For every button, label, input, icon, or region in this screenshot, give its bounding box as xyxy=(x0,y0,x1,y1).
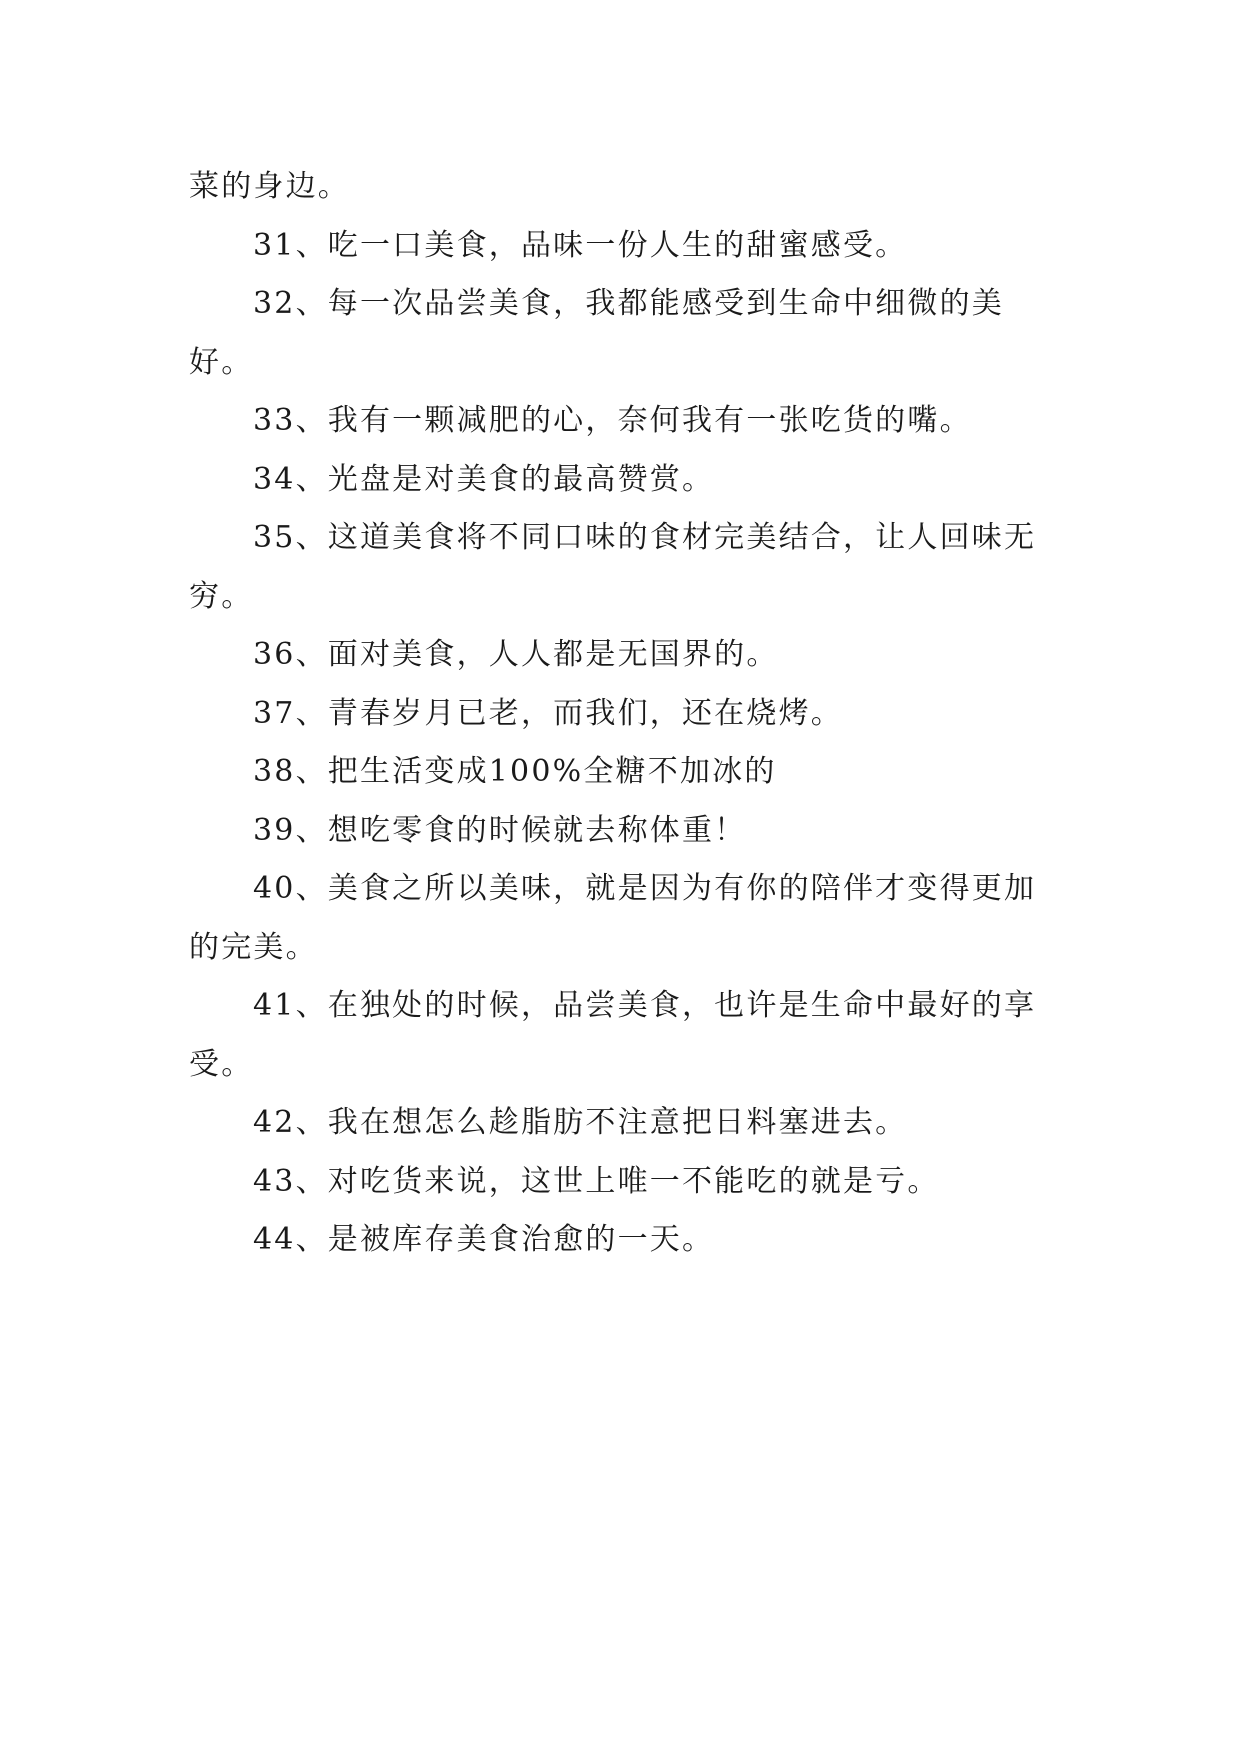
paragraph-34: 34、光盘是对美食的最高赞赏。 xyxy=(253,461,715,497)
paragraph-37: 37、青春岁月已老，而我们，还在烧烤。 xyxy=(253,695,843,731)
paragraph-36: 36、面对美食，人人都是无国界的。 xyxy=(253,637,779,672)
paragraph-31: 31、吃一口美食，品味一份人生的甜蜜感受。 xyxy=(253,227,908,263)
paragraph-33: 33、我有一颗减肥的心，奈何我有一张吃货的嘴。 xyxy=(253,403,972,438)
document-body xyxy=(189,158,1054,1270)
paragraph-40: 40、美食之所以美味，就是因为有你的陪伴才变得更加的完美。 xyxy=(189,871,1037,965)
paragraph-32: 32、每一次品尝美食，我都能感受到生命中细微的美好。 xyxy=(189,286,1004,380)
paragraph-continuation: 菜的身边。 xyxy=(189,169,350,204)
paragraph-42: 42、我在想怎么趁脂肪不注意把日料塞进去。 xyxy=(253,1105,908,1140)
paragraph-38: 38、把生活变成100%全糖不加冰的 xyxy=(253,754,777,789)
paragraph-41: 41、在独处的时候，品尝美食，也许是生命中最好的享受。 xyxy=(189,988,1037,1082)
paragraph-35: 35、这道美食将不同口味的食材完美结合，让人回味无穷。 xyxy=(189,520,1037,614)
paragraph-43: 43、对吃货来说，这世上唯一不能吃的就是亏。 xyxy=(253,1163,940,1199)
paragraph-44: 44、是被库存美食治愈的一天。 xyxy=(253,1222,715,1257)
paragraph-39: 39、想吃零食的时候就去称体重！ xyxy=(253,812,747,848)
